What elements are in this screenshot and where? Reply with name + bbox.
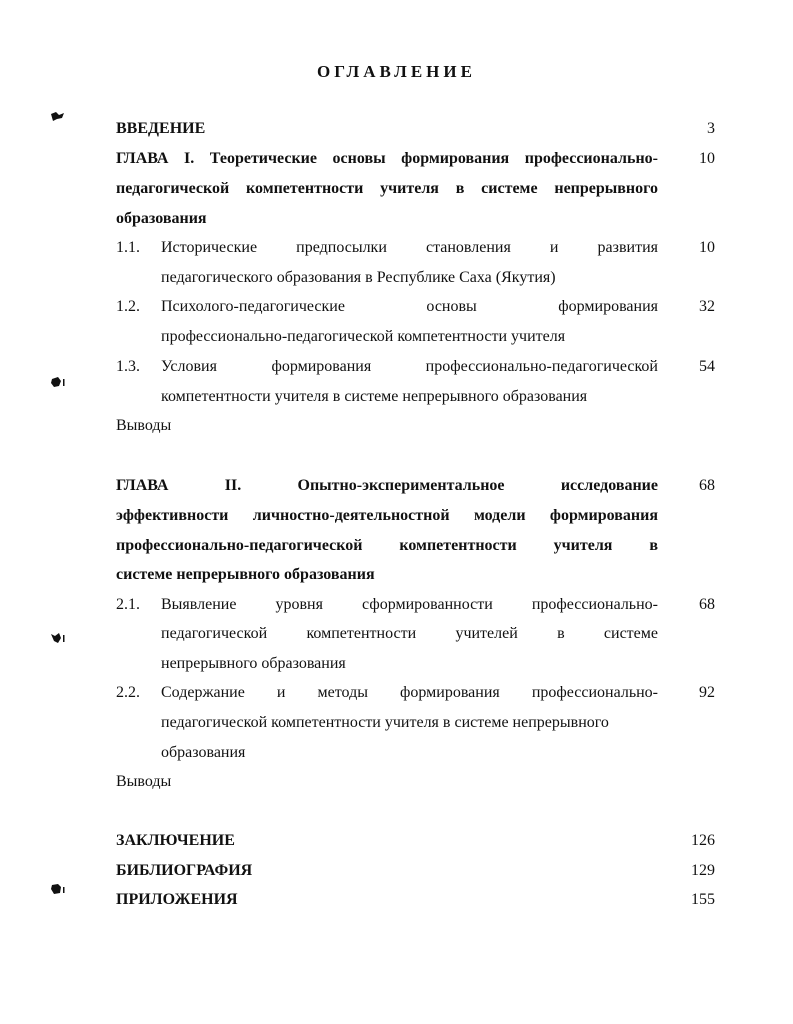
toc-section-number: 1.1. <box>116 239 140 256</box>
toc-section-line: образования <box>161 744 246 761</box>
toc-section-page: 92 <box>699 684 715 701</box>
toc-section-number: 2.1. <box>116 596 140 613</box>
toc-section-line: Условия формирования профессионально-педагогической <box>161 358 658 375</box>
toc-section-number: 2.2. <box>116 684 140 701</box>
toc-conclusion-page: 126 <box>691 832 715 849</box>
toc-ch2-page: 68 <box>699 477 715 494</box>
toc-section-line: педагогической компетентности учителя в системе непрерывного <box>161 714 609 731</box>
page-title: ОГЛАВЛЕНИЕ <box>317 62 476 81</box>
scan-punch-mark <box>50 632 64 642</box>
scan-punch-mark <box>50 883 64 893</box>
toc-section-number: 1.3. <box>116 358 140 375</box>
toc-section-line: профессионально-педагогической компетентности учителя <box>161 328 566 345</box>
toc-section-number: 1.2. <box>116 298 140 315</box>
toc-section-line: Выявление уровня сформированности профессионально- <box>161 596 658 613</box>
toc-appendices-page: 155 <box>691 891 715 908</box>
toc-conclusion-label: ЗАКЛЮЧЕНИЕ <box>116 832 235 849</box>
scan-punch-mark <box>50 110 64 120</box>
toc-section-line: Психолого-педагогические основы формирования <box>161 298 658 315</box>
toc-bibliography-label: БИБЛИОГРАФИЯ <box>116 862 253 879</box>
toc-section-page: 68 <box>699 596 715 613</box>
toc-ch2-title-line1: ГЛАВА II. Опытно-экспериментальное исследование <box>116 477 658 494</box>
scan-punch-mark <box>50 376 64 386</box>
toc-ch2-title-line3: профессионально-педагогической компетентности учителя в <box>116 537 658 554</box>
toc-ch2-title-line2: эффективности личностно-деятельностной модели формирования <box>116 507 658 524</box>
toc-section-line: непрерывного образования <box>161 655 346 672</box>
toc-appendices-label: ПРИЛОЖЕНИЯ <box>116 891 238 908</box>
toc-section-page: 54 <box>699 358 715 375</box>
toc-section-page: 10 <box>699 239 715 256</box>
toc-ch1-conclusions: Выводы <box>116 417 172 434</box>
toc-intro-label: ВВЕДЕНИЕ <box>116 120 206 137</box>
toc-ch1-title-line2: педагогической компетентности учителя в системе непрерывного <box>116 180 658 197</box>
toc-section-line: компетентности учителя в системе непрерывного образования <box>161 388 588 405</box>
toc-section-line: педагогической компетентности учителей в системе <box>161 625 658 642</box>
toc-intro-page: 3 <box>707 120 715 137</box>
toc-ch2-title-line4: системе непрерывного образования <box>116 566 375 583</box>
toc-ch1-page: 10 <box>699 150 715 167</box>
toc-ch2-conclusions: Выводы <box>116 773 172 790</box>
toc-section-line: Содержание и методы формирования профессионально- <box>161 684 658 701</box>
toc-ch1-title-line3: образования <box>116 210 207 227</box>
toc-section-line: педагогического образования в Республике Саха (Якутия) <box>161 269 556 286</box>
toc-section-page: 32 <box>699 298 715 315</box>
toc-bibliography-page: 129 <box>691 862 715 879</box>
toc-section-line: Исторические предпосылки становления и развития <box>161 239 658 256</box>
toc-ch1-title-line1: ГЛАВА I. Теоретические основы формирования профессионально- <box>116 150 658 167</box>
